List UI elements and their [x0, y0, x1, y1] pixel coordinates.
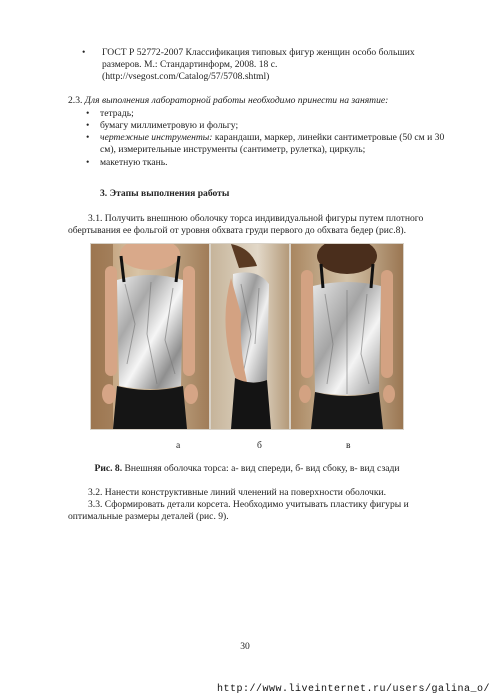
list-item — [86, 108, 446, 120]
section-2-3-number: 2.3. — [68, 95, 83, 106]
section-3-title: 3. Этапы выполнения работы — [100, 188, 230, 199]
list-item-rest: карандаши, маркер, линейки сантиметровые (50 см и 30 — [212, 132, 445, 143]
figure-caption-label: Рис. 8. — [94, 463, 123, 474]
photo-side-view — [210, 243, 290, 430]
bullet-icon: • — [86, 108, 90, 119]
step-3-3-line-1: 3.3. Сформировать детали корсета. Необходимо учитывать пластику фигуры и — [88, 499, 409, 510]
page-number: 30 — [240, 641, 250, 652]
step-3-2: 3.2. Нанести конструктивные линий членений на поверхности оболочки. — [88, 487, 387, 498]
reference-line-2: размеров. М.: Стандартинформ, 2008. 18 с. — [102, 59, 278, 71]
figure-label-b: б — [257, 440, 262, 451]
photo-side-image — [211, 244, 289, 429]
list-item-text: тетрадь; — [100, 108, 134, 119]
bullet-icon: • — [86, 120, 90, 131]
reference-line-1: ГОСТ Р 52772-2007 Классификация типовых фигур женщин особо больших — [102, 47, 415, 58]
figure-caption — [40, 463, 454, 475]
list-item-continuation: см), измерительные инструменты (сантиметр, рулетка), циркуль; — [100, 144, 366, 156]
section-2-3-heading-text: Для выполнения лабораторной работы необходимо принести на занятие: — [84, 95, 389, 106]
list-item-text: бумагу миллиметровую и фольгу; — [100, 120, 239, 131]
paragraph-3-1-line-2: обертывания ее фольгой от уровня обхвата груди первого до обхвата бедер (рис.8). — [68, 225, 406, 236]
watermark-url: http://www.liveinternet.ru/users/galina_o/ — [216, 684, 490, 695]
figure-label-v: в — [346, 440, 351, 451]
paragraph-3-1-line-1: 3.1. Получить внешнюю оболочку торса индивидуальной фигуры путем плотного — [88, 213, 424, 224]
list-item-text: макетную ткань. — [100, 157, 168, 168]
reference-line-3: (http://vsegost.com/Catalog/57/5708.shtml) — [102, 71, 270, 83]
bullet-icon: • — [86, 157, 90, 168]
section-2-3-heading — [68, 95, 438, 107]
list-item-text — [100, 132, 466, 144]
bullet-icon: • — [82, 47, 86, 58]
reference-item — [82, 47, 442, 84]
list-item-prefix: чертежные инструменты: — [100, 132, 213, 143]
list-item — [86, 120, 446, 132]
figure-label-a: а — [176, 440, 181, 451]
bullet-icon: • — [86, 132, 90, 143]
list-item — [86, 157, 446, 169]
figure-caption-text: Внешняя оболочка торса: а- вид спереди, б- вид сбоку, в- вид сзади — [122, 463, 400, 474]
step-3-3-line-2: оптимальные размеры деталей (рис. 9). — [68, 511, 229, 522]
photo-back-image — [291, 244, 403, 429]
photo-front-view — [90, 243, 210, 430]
photo-back-view — [290, 243, 404, 430]
list-item — [86, 132, 466, 156]
photo-front-image — [91, 244, 209, 429]
